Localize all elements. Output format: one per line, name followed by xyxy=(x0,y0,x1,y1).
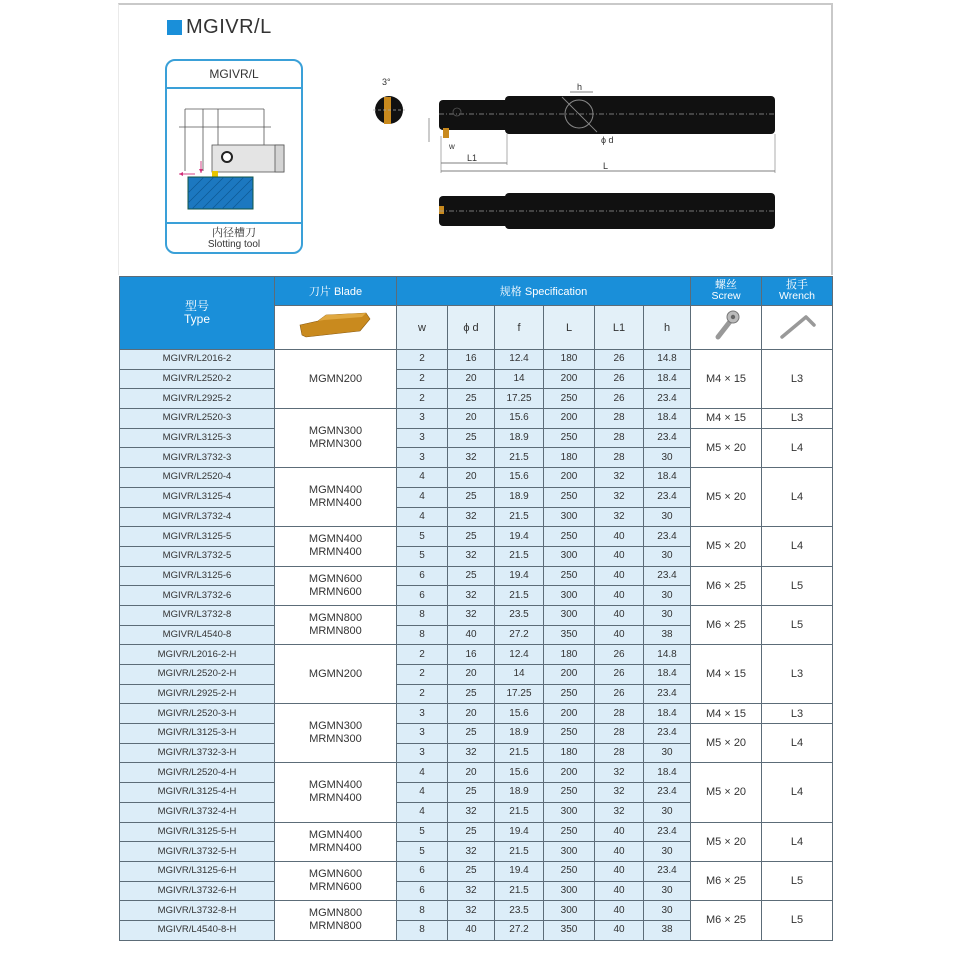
screw-cell: M6 × 25 xyxy=(691,901,762,940)
tool-drawing xyxy=(365,70,785,240)
spec-cell-L1: 28 xyxy=(595,724,644,744)
wrench-cell: L5 xyxy=(762,861,833,900)
header-blade: 刀片 Blade xyxy=(275,277,397,306)
spec-cell-d: 32 xyxy=(448,546,495,566)
spec-cell-d: 25 xyxy=(448,487,495,507)
spec-cell-L: 250 xyxy=(544,861,595,881)
type-cell: MGIVR/L2925-2 xyxy=(120,389,275,409)
spec-cell-w: 3 xyxy=(397,724,448,744)
spec-cell-f: 21.5 xyxy=(495,586,544,606)
spec-cell-w: 8 xyxy=(397,920,448,940)
spec-cell-f: 21.5 xyxy=(495,842,544,862)
spec-cell-L: 300 xyxy=(544,586,595,606)
spec-cell-w: 4 xyxy=(397,763,448,783)
wrench-image xyxy=(762,306,833,350)
spec-cell-h: 23.4 xyxy=(644,566,691,586)
header-type: 型号 Type xyxy=(120,277,275,350)
svg-text:3°: 3° xyxy=(382,77,391,87)
spec-cell-h: 18.4 xyxy=(644,665,691,685)
spec-cell-w: 2 xyxy=(397,389,448,409)
spec-cell-d: 25 xyxy=(448,684,495,704)
spec-cell-d: 32 xyxy=(448,901,495,921)
spec-cell-f: 21.5 xyxy=(495,802,544,822)
spec-cell-L: 250 xyxy=(544,724,595,744)
spec-cell-L1: 40 xyxy=(595,546,644,566)
spec-cell-L1: 40 xyxy=(595,842,644,862)
table-row xyxy=(120,763,833,783)
screw-cell: M4 × 15 xyxy=(691,645,762,704)
spec-cell-f: 17.25 xyxy=(495,684,544,704)
blade-cell: MGMN800 MRMN800 xyxy=(275,605,397,644)
spec-cell-h: 30 xyxy=(644,842,691,862)
spec-cell-f: 19.4 xyxy=(495,566,544,586)
spec-cell-f: 27.2 xyxy=(495,625,544,645)
spec-cell-h: 30 xyxy=(644,546,691,566)
spec-table xyxy=(119,276,833,941)
spec-cell-w: 4 xyxy=(397,802,448,822)
type-cell: MGIVR/L2520-4-H xyxy=(120,763,275,783)
spec-cell-L1: 26 xyxy=(595,645,644,665)
type-cell: MGIVR/L4540-8 xyxy=(120,625,275,645)
spec-cell-h: 18.4 xyxy=(644,409,691,429)
header-specification: 规格 Specification xyxy=(397,277,691,306)
spec-cell-L1: 40 xyxy=(595,822,644,842)
spec-cell-L1: 40 xyxy=(595,861,644,881)
spec-cell-L: 300 xyxy=(544,881,595,901)
table-row xyxy=(120,527,833,547)
screw-icon xyxy=(708,309,744,343)
wrench-cell: L4 xyxy=(762,527,833,566)
spec-cell-f: 27.2 xyxy=(495,920,544,940)
spec-cell-f: 18.9 xyxy=(495,724,544,744)
type-cell: MGIVR/L3732-5 xyxy=(120,546,275,566)
spec-cell-d: 32 xyxy=(448,743,495,763)
spec-cell-d: 20 xyxy=(448,468,495,488)
spec-cell-f: 15.6 xyxy=(495,468,544,488)
screw-cell: M5 × 20 xyxy=(691,724,762,763)
blade-cell: MGMN200 xyxy=(275,350,397,409)
spec-cell-L1: 40 xyxy=(595,605,644,625)
spec-cell-w: 5 xyxy=(397,842,448,862)
spec-cell-d: 32 xyxy=(448,881,495,901)
blade-cell: MGMN600 MRMN600 xyxy=(275,861,397,900)
type-cell: MGIVR/L2016-2 xyxy=(120,350,275,370)
wrench-cell: L5 xyxy=(762,566,833,605)
boring-bar-drawing-icon xyxy=(365,70,785,240)
blade-cell: MGMN800 MRMN800 xyxy=(275,901,397,940)
spec-cell-L: 350 xyxy=(544,920,595,940)
svg-text:ϕ d: ϕ d xyxy=(601,135,614,145)
spec-cell-f: 23.5 xyxy=(495,901,544,921)
spec-cell-d: 25 xyxy=(448,428,495,448)
grooving-insert-icon xyxy=(296,311,376,341)
spec-cell-w: 5 xyxy=(397,822,448,842)
type-cell: MGIVR/L3125-5 xyxy=(120,527,275,547)
spec-cell-L: 250 xyxy=(544,822,595,842)
type-cell: MGIVR/L3125-4-H xyxy=(120,783,275,803)
spec-cell-f: 17.25 xyxy=(495,389,544,409)
spec-cell-L1: 32 xyxy=(595,802,644,822)
spec-cell-L1: 40 xyxy=(595,625,644,645)
spec-cell-h: 30 xyxy=(644,448,691,468)
spec-cell-h: 23.4 xyxy=(644,389,691,409)
slotting-diagram xyxy=(167,89,301,224)
spec-cell-L: 180 xyxy=(544,743,595,763)
type-cell: MGIVR/L3125-4 xyxy=(120,487,275,507)
table-row xyxy=(120,468,833,488)
screw-cell: M6 × 25 xyxy=(691,566,762,605)
screw-image xyxy=(691,306,762,350)
spec-cell-d: 20 xyxy=(448,665,495,685)
spec-cell-h: 30 xyxy=(644,586,691,606)
table-row xyxy=(120,861,833,881)
spec-cell-h: 23.4 xyxy=(644,428,691,448)
blade-cell: MGMN400 MRMN400 xyxy=(275,468,397,527)
wrench-cell: L4 xyxy=(762,428,833,467)
screw-cell: M4 × 15 xyxy=(691,409,762,429)
spec-cell-f: 12.4 xyxy=(495,350,544,370)
wrench-cell: L4 xyxy=(762,822,833,861)
spec-cell-L1: 26 xyxy=(595,684,644,704)
spec-cell-h: 18.4 xyxy=(644,369,691,389)
spec-cell-h: 23.4 xyxy=(644,861,691,881)
blade-cell: MGMN300 MRMN300 xyxy=(275,704,397,763)
screw-cell: M5 × 20 xyxy=(691,527,762,566)
spec-cell-L: 350 xyxy=(544,625,595,645)
spec-cell-L1: 40 xyxy=(595,901,644,921)
spec-cell-L1: 40 xyxy=(595,566,644,586)
table-row xyxy=(120,645,833,665)
type-cell: MGIVR/L2520-3 xyxy=(120,409,275,429)
spec-cell-d: 32 xyxy=(448,586,495,606)
type-cell: MGIVR/L3732-5-H xyxy=(120,842,275,862)
spec-cell-f: 21.5 xyxy=(495,743,544,763)
spec-cell-d: 40 xyxy=(448,625,495,645)
screw-cell: M5 × 20 xyxy=(691,763,762,822)
screw-cell: M5 × 20 xyxy=(691,822,762,861)
wrench-cell: L4 xyxy=(762,468,833,527)
spec-cell-w: 6 xyxy=(397,881,448,901)
table-row xyxy=(120,428,833,448)
spec-cell-L1: 32 xyxy=(595,783,644,803)
spec-cell-L: 200 xyxy=(544,468,595,488)
spec-cell-w: 8 xyxy=(397,625,448,645)
type-cell: MGIVR/L2925-2-H xyxy=(120,684,275,704)
col-d: ϕ d xyxy=(448,306,495,350)
col-L: L xyxy=(544,306,595,350)
spec-cell-w: 2 xyxy=(397,369,448,389)
spec-cell-h: 18.4 xyxy=(644,468,691,488)
spec-cell-h: 23.4 xyxy=(644,684,691,704)
page-title: MGIVR/L xyxy=(167,16,272,39)
spec-cell-L1: 40 xyxy=(595,881,644,901)
svg-text:h: h xyxy=(577,82,583,92)
spec-cell-f: 21.5 xyxy=(495,546,544,566)
spec-cell-w: 6 xyxy=(397,566,448,586)
blade-image xyxy=(275,306,397,350)
spec-cell-L1: 26 xyxy=(595,369,644,389)
header-wrench: 扳手 Wrench xyxy=(762,277,833,306)
spec-cell-f: 18.9 xyxy=(495,428,544,448)
spec-cell-L1: 28 xyxy=(595,448,644,468)
blade-cell: MGMN600 MRMN600 xyxy=(275,566,397,605)
wrench-cell: L4 xyxy=(762,763,833,822)
spec-cell-f: 18.9 xyxy=(495,487,544,507)
type-cell: MGIVR/L2520-2-H xyxy=(120,665,275,685)
spec-cell-w: 3 xyxy=(397,409,448,429)
spec-cell-h: 14.8 xyxy=(644,350,691,370)
type-cell: MGIVR/L2016-2-H xyxy=(120,645,275,665)
wrench-cell: L3 xyxy=(762,645,833,704)
svg-text:L1: L1 xyxy=(467,153,478,163)
spec-cell-L1: 28 xyxy=(595,743,644,763)
spec-cell-d: 32 xyxy=(448,605,495,625)
spec-cell-L: 250 xyxy=(544,783,595,803)
spec-cell-w: 6 xyxy=(397,861,448,881)
spec-cell-d: 25 xyxy=(448,724,495,744)
screw-cell: M6 × 25 xyxy=(691,605,762,644)
spec-cell-w: 2 xyxy=(397,665,448,685)
spec-cell-L1: 40 xyxy=(595,920,644,940)
spec-cell-f: 19.4 xyxy=(495,822,544,842)
spec-cell-h: 23.4 xyxy=(644,527,691,547)
type-cell: MGIVR/L3732-6 xyxy=(120,586,275,606)
svg-text:w: w xyxy=(449,142,455,151)
spec-cell-d: 20 xyxy=(448,369,495,389)
table-row xyxy=(120,605,833,625)
spec-cell-h: 23.4 xyxy=(644,724,691,744)
spec-cell-L: 180 xyxy=(544,350,595,370)
spec-cell-w: 3 xyxy=(397,704,448,724)
spec-cell-h: 18.4 xyxy=(644,763,691,783)
spec-cell-d: 25 xyxy=(448,783,495,803)
type-cell: MGIVR/L3732-8 xyxy=(120,605,275,625)
wrench-cell: L4 xyxy=(762,724,833,763)
spec-cell-w: 8 xyxy=(397,901,448,921)
spec-cell-w: 8 xyxy=(397,605,448,625)
spec-cell-L: 250 xyxy=(544,389,595,409)
spec-cell-w: 3 xyxy=(397,428,448,448)
type-cell: MGIVR/L2520-2 xyxy=(120,369,275,389)
spec-cell-L: 200 xyxy=(544,409,595,429)
hex-wrench-icon xyxy=(776,311,818,341)
blade-cell: MGMN400 MRMN400 xyxy=(275,527,397,566)
spec-cell-f: 21.5 xyxy=(495,448,544,468)
spec-cell-w: 4 xyxy=(397,507,448,527)
spec-cell-h: 30 xyxy=(644,743,691,763)
spec-cell-d: 25 xyxy=(448,389,495,409)
wrench-cell: L5 xyxy=(762,901,833,940)
spec-cell-L: 300 xyxy=(544,842,595,862)
spec-cell-d: 40 xyxy=(448,920,495,940)
spec-cell-f: 14 xyxy=(495,369,544,389)
spec-cell-L: 200 xyxy=(544,369,595,389)
spec-cell-d: 16 xyxy=(448,350,495,370)
spec-cell-w: 2 xyxy=(397,684,448,704)
title-square-icon xyxy=(167,20,182,35)
spec-cell-f: 12.4 xyxy=(495,645,544,665)
spec-cell-L1: 28 xyxy=(595,704,644,724)
spec-cell-f: 15.6 xyxy=(495,704,544,724)
spec-cell-f: 19.4 xyxy=(495,527,544,547)
slotting-illustration-icon xyxy=(167,89,301,224)
spec-cell-L1: 28 xyxy=(595,409,644,429)
spec-cell-L: 250 xyxy=(544,684,595,704)
spec-cell-L1: 28 xyxy=(595,428,644,448)
spec-cell-w: 5 xyxy=(397,546,448,566)
spec-cell-d: 25 xyxy=(448,566,495,586)
card-heading: MGIVR/L xyxy=(167,61,301,89)
spec-cell-L1: 32 xyxy=(595,507,644,527)
spec-cell-f: 19.4 xyxy=(495,861,544,881)
col-w: w xyxy=(397,306,448,350)
table-row xyxy=(120,724,833,744)
spec-cell-d: 32 xyxy=(448,507,495,527)
spec-cell-w: 2 xyxy=(397,645,448,665)
spec-cell-d: 32 xyxy=(448,802,495,822)
spec-cell-h: 30 xyxy=(644,507,691,527)
spec-cell-L: 180 xyxy=(544,645,595,665)
table-row xyxy=(120,350,833,370)
type-cell: MGIVR/L2520-3-H xyxy=(120,704,275,724)
spec-cell-w: 2 xyxy=(397,350,448,370)
spec-cell-L: 300 xyxy=(544,901,595,921)
table-row xyxy=(120,704,833,724)
screw-cell: M4 × 15 xyxy=(691,704,762,724)
type-cell: MGIVR/L3732-4-H xyxy=(120,802,275,822)
table-row xyxy=(120,409,833,429)
screw-cell: M4 × 15 xyxy=(691,350,762,409)
tool-type-card xyxy=(165,59,303,254)
spec-cell-h: 30 xyxy=(644,881,691,901)
type-cell: MGIVR/L3125-5-H xyxy=(120,822,275,842)
spec-cell-f: 18.9 xyxy=(495,783,544,803)
type-cell: MGIVR/L3732-3-H xyxy=(120,743,275,763)
spec-cell-d: 20 xyxy=(448,704,495,724)
type-cell: MGIVR/L3732-6-H xyxy=(120,881,275,901)
card-caption: 内径槽刀 Slotting tool xyxy=(207,227,261,250)
wrench-cell: L3 xyxy=(762,704,833,724)
spec-cell-w: 3 xyxy=(397,743,448,763)
spec-cell-d: 25 xyxy=(448,861,495,881)
spec-cell-d: 20 xyxy=(448,409,495,429)
spec-cell-L1: 26 xyxy=(595,665,644,685)
spec-cell-L: 250 xyxy=(544,487,595,507)
spec-cell-L: 250 xyxy=(544,566,595,586)
spec-cell-w: 4 xyxy=(397,487,448,507)
table-row xyxy=(120,822,833,842)
spec-cell-f: 15.6 xyxy=(495,763,544,783)
spec-cell-w: 6 xyxy=(397,586,448,606)
spec-cell-d: 25 xyxy=(448,527,495,547)
spec-cell-f: 21.5 xyxy=(495,881,544,901)
type-cell: MGIVR/L3732-4 xyxy=(120,507,275,527)
spec-cell-h: 18.4 xyxy=(644,704,691,724)
header-screw: 螺丝 Screw xyxy=(691,277,762,306)
spec-cell-h: 14.8 xyxy=(644,645,691,665)
spec-cell-w: 5 xyxy=(397,527,448,547)
wrench-cell: L3 xyxy=(762,350,833,409)
spec-cell-w: 3 xyxy=(397,448,448,468)
spec-cell-d: 20 xyxy=(448,763,495,783)
col-L1: L1 xyxy=(595,306,644,350)
spec-cell-L1: 32 xyxy=(595,763,644,783)
spec-cell-L: 300 xyxy=(544,802,595,822)
col-h: h xyxy=(644,306,691,350)
type-cell: MGIVR/L3125-6-H xyxy=(120,861,275,881)
spec-cell-h: 23.4 xyxy=(644,783,691,803)
spec-cell-L: 300 xyxy=(544,507,595,527)
spec-cell-h: 30 xyxy=(644,802,691,822)
screw-cell: M5 × 20 xyxy=(691,468,762,527)
wrench-cell: L5 xyxy=(762,605,833,644)
screw-cell: M5 × 20 xyxy=(691,428,762,467)
col-f: f xyxy=(495,306,544,350)
spec-cell-L1: 32 xyxy=(595,487,644,507)
spec-cell-d: 25 xyxy=(448,822,495,842)
spec-cell-L: 300 xyxy=(544,546,595,566)
spec-cell-L1: 26 xyxy=(595,389,644,409)
spec-cell-L: 200 xyxy=(544,763,595,783)
spec-cell-h: 23.4 xyxy=(644,487,691,507)
spec-cell-w: 4 xyxy=(397,468,448,488)
spec-cell-L: 180 xyxy=(544,448,595,468)
spec-cell-d: 16 xyxy=(448,645,495,665)
spec-cell-d: 32 xyxy=(448,448,495,468)
spec-cell-f: 21.5 xyxy=(495,507,544,527)
spec-cell-L1: 32 xyxy=(595,468,644,488)
table-row xyxy=(120,566,833,586)
blade-cell: MGMN200 xyxy=(275,645,397,704)
type-cell: MGIVR/L2520-4 xyxy=(120,468,275,488)
type-cell: MGIVR/L3125-3 xyxy=(120,428,275,448)
spec-cell-L1: 40 xyxy=(595,586,644,606)
spec-cell-f: 23.5 xyxy=(495,605,544,625)
spec-cell-h: 30 xyxy=(644,605,691,625)
spec-cell-w: 4 xyxy=(397,783,448,803)
spec-cell-L: 200 xyxy=(544,704,595,724)
spec-cell-f: 14 xyxy=(495,665,544,685)
type-cell: MGIVR/L3125-3-H xyxy=(120,724,275,744)
svg-text:L: L xyxy=(603,161,609,171)
spec-cell-h: 38 xyxy=(644,625,691,645)
spec-cell-L: 250 xyxy=(544,527,595,547)
type-cell: MGIVR/L3125-6 xyxy=(120,566,275,586)
spec-cell-L: 250 xyxy=(544,428,595,448)
blade-cell: MGMN300 MRMN300 xyxy=(275,409,397,468)
screw-cell: M6 × 25 xyxy=(691,861,762,900)
spec-table-body xyxy=(120,350,833,941)
spec-cell-L: 300 xyxy=(544,605,595,625)
spec-cell-d: 32 xyxy=(448,842,495,862)
type-cell: MGIVR/L3732-8-H xyxy=(120,901,275,921)
spec-cell-h: 30 xyxy=(644,901,691,921)
spec-cell-L: 200 xyxy=(544,665,595,685)
spec-cell-L1: 40 xyxy=(595,527,644,547)
type-cell: MGIVR/L4540-8-H xyxy=(120,920,275,940)
wrench-cell: L3 xyxy=(762,409,833,429)
table-row xyxy=(120,901,833,921)
type-cell: MGIVR/L3732-3 xyxy=(120,448,275,468)
blade-cell: MGMN400 MRMN400 xyxy=(275,822,397,861)
spec-cell-h: 38 xyxy=(644,920,691,940)
blade-cell: MGMN400 MRMN400 xyxy=(275,763,397,822)
spec-cell-h: 23.4 xyxy=(644,822,691,842)
spec-cell-L1: 26 xyxy=(595,350,644,370)
spec-cell-f: 15.6 xyxy=(495,409,544,429)
